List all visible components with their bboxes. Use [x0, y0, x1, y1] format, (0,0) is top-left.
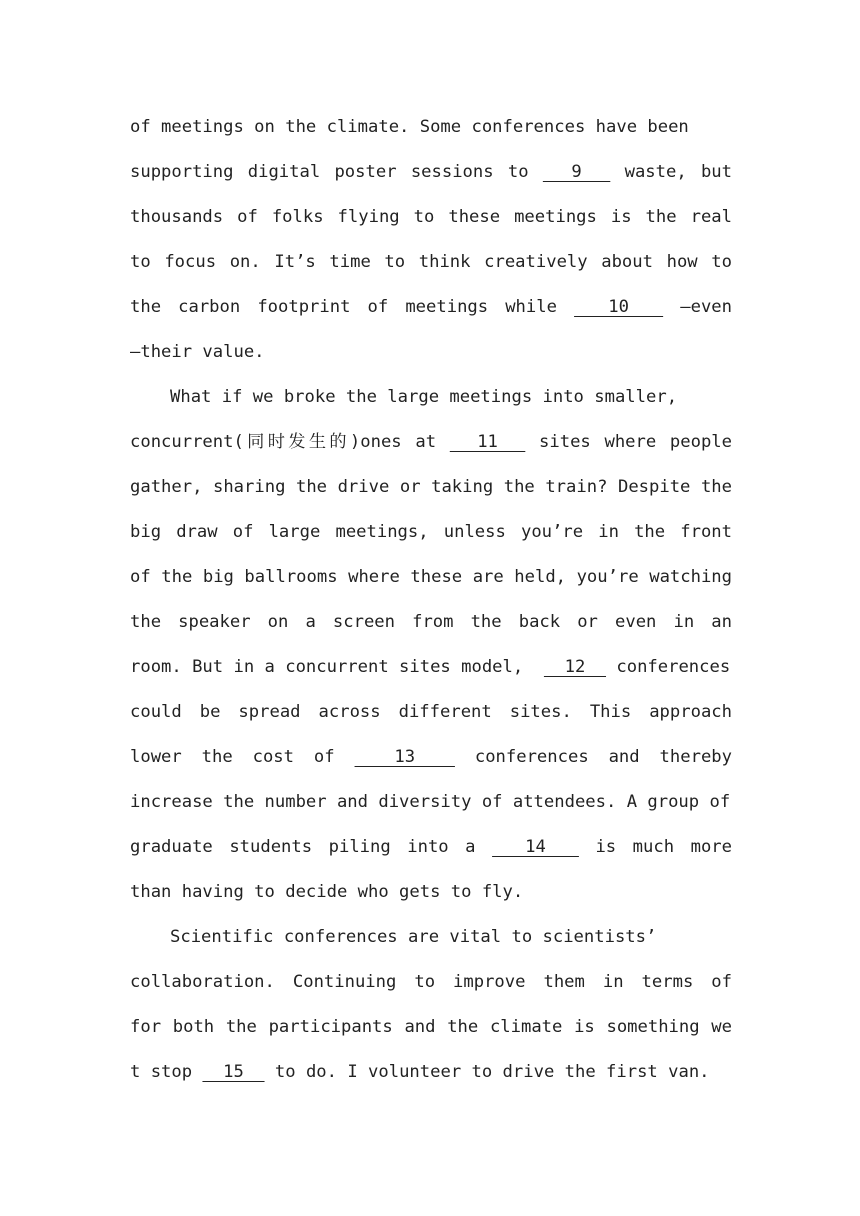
line-text: for both the participants and the climate is something we — [130, 1017, 732, 1037]
blank-number: 11 — [449, 432, 526, 452]
line-text-before-blank: concurrent(同时发生的)ones at — [130, 432, 437, 452]
blank-number: 9 — [542, 162, 611, 182]
text-line — [130, 1050, 732, 1095]
line-text: thousands of folks flying to these meetings is the real — [130, 207, 732, 227]
line-text-before-blank: t stop — [130, 1062, 193, 1082]
text-line — [130, 330, 732, 375]
line-text-after-blank: is much more — [595, 837, 732, 857]
line-text-after-blank: to do. I volunteer to drive the first van. — [274, 1062, 710, 1082]
text-line — [130, 600, 732, 645]
text-line — [130, 735, 732, 780]
line-text: collaboration. Continuing to improve them in terms of — [130, 972, 732, 992]
line-text: to focus on. It’s time to think creatively about how to — [130, 252, 732, 272]
line-text-after-blank: waste, but — [624, 162, 732, 182]
text-line — [130, 1005, 732, 1050]
line-text: of the big ballrooms where these are held, you’re watching — [130, 567, 732, 587]
blank-number: 14 — [492, 837, 579, 857]
passage-text — [130, 105, 732, 1095]
line-text-after-blank: sites where people — [539, 432, 732, 452]
text-line — [130, 780, 732, 825]
line-text-before-blank: the carbon footprint of meetings while — [130, 297, 557, 317]
line-text: the speaker on a screen from the back or even in an — [130, 612, 732, 632]
line-text-before-blank: graduate students piling into a — [130, 837, 476, 857]
line-text: of meetings on the climate. Some conferences have been — [130, 117, 689, 137]
text-line — [130, 465, 732, 510]
line-text-after-blank: conferences — [616, 657, 731, 677]
text-line — [130, 195, 732, 240]
text-line — [130, 915, 732, 960]
line-text-after-blank: —even — [680, 297, 732, 317]
blank-number: 13 — [354, 747, 455, 767]
text-line — [130, 825, 732, 870]
text-line — [130, 690, 732, 735]
line-text: Scientific conferences are vital to scientists’ — [170, 927, 657, 947]
text-line — [130, 510, 732, 555]
line-text: than having to decide who gets to fly. — [130, 882, 524, 902]
text-line — [130, 105, 732, 150]
line-text: increase the number and diversity of attendees. A group of — [130, 792, 731, 812]
text-line — [130, 240, 732, 285]
line-text-before-blank: lower the cost of — [130, 747, 335, 767]
text-line — [130, 870, 732, 915]
text-line — [130, 645, 732, 690]
line-text: could be spread across different sites. This approach — [130, 702, 732, 722]
text-line — [130, 285, 732, 330]
line-text-before-blank: room. But in a concurrent sites model, — [130, 657, 534, 677]
text-line — [130, 150, 732, 195]
line-text: gather, sharing the drive or taking the train? Despite the — [130, 477, 732, 497]
line-text-before-blank: supporting digital poster sessions to — [130, 162, 529, 182]
text-line — [130, 420, 732, 465]
blank-number: 15 — [202, 1062, 265, 1082]
text-line — [130, 960, 732, 1005]
line-text: big draw of large meetings, unless you’re in the front — [130, 522, 732, 542]
blank-number: 10 — [574, 297, 664, 317]
text-line — [130, 555, 732, 600]
blank-number: 12 — [543, 657, 607, 677]
line-text: —their value. — [130, 342, 265, 362]
line-text: What if we broke the large meetings into smaller, — [170, 387, 678, 407]
text-line — [130, 375, 732, 420]
line-text-after-blank: conferences and thereby — [474, 747, 732, 767]
